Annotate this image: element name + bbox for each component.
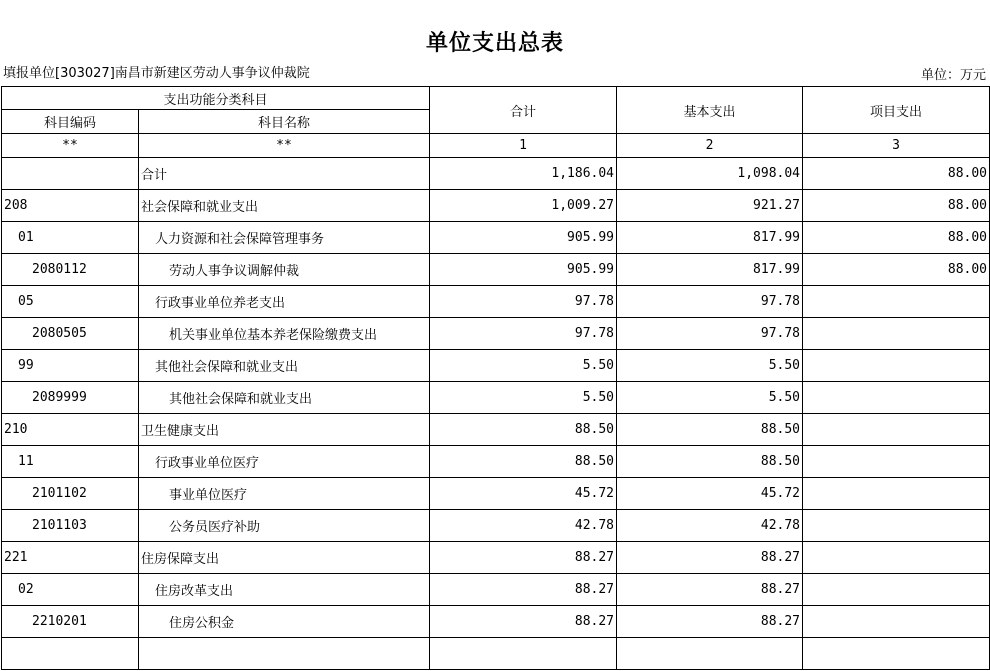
cell-total: 88.27 — [430, 574, 617, 606]
header-name: 科目名称 — [139, 110, 430, 134]
cell-code: 99 — [2, 350, 139, 382]
cell-code: 2210201 — [2, 606, 139, 638]
cell-project — [803, 638, 990, 670]
table-row — [2, 158, 990, 190]
cell-name: 其他社会保障和就业支出 — [139, 350, 430, 382]
table-row — [2, 190, 990, 222]
cell-project — [803, 510, 990, 542]
cell-basic: 42.78 — [617, 510, 803, 542]
table-row — [2, 638, 990, 670]
cell-project — [803, 414, 990, 446]
header-project-index: 3 — [803, 134, 990, 158]
cell-total: 97.78 — [430, 286, 617, 318]
header-basic: 基本支出 — [617, 87, 803, 134]
header-name-index: ** — [139, 134, 430, 158]
cell-total: 5.50 — [430, 350, 617, 382]
table-row — [2, 414, 990, 446]
cell-basic: 45.72 — [617, 478, 803, 510]
cell-basic: 817.99 — [617, 222, 803, 254]
header-row-group — [2, 87, 990, 110]
cell-name: 卫生健康支出 — [139, 414, 430, 446]
cell-project — [803, 542, 990, 574]
cell-project: 88.00 — [803, 190, 990, 222]
header-code-index: ** — [2, 134, 139, 158]
cell-name: 劳动人事争议调解仲裁 — [139, 254, 430, 286]
cell-total: 97.78 — [430, 318, 617, 350]
table-row — [2, 478, 990, 510]
cell-code: 208 — [2, 190, 139, 222]
table-row — [2, 382, 990, 414]
cell-total: 45.72 — [430, 478, 617, 510]
cell-basic — [617, 638, 803, 670]
cell-name: 住房保障支出 — [139, 542, 430, 574]
table-row — [2, 574, 990, 606]
cell-code: 210 — [2, 414, 139, 446]
cell-name — [139, 638, 430, 670]
cell-basic: 88.27 — [617, 606, 803, 638]
cell-code: 01 — [2, 222, 139, 254]
table-row — [2, 254, 990, 286]
table-row — [2, 222, 990, 254]
expenditure-table — [1, 86, 990, 670]
cell-total: 88.27 — [430, 542, 617, 574]
cell-code: 2080505 — [2, 318, 139, 350]
cell-basic: 5.50 — [617, 350, 803, 382]
cell-project: 88.00 — [803, 158, 990, 190]
table-row — [2, 510, 990, 542]
cell-project — [803, 350, 990, 382]
reporting-unit: 填报单位[303027]南昌市新建区劳动人事争议仲裁院 — [3, 66, 310, 81]
cell-total: 88.50 — [430, 446, 617, 478]
table-row — [2, 350, 990, 382]
cell-basic: 97.78 — [617, 318, 803, 350]
cell-basic: 88.27 — [617, 542, 803, 574]
header-project: 项目支出 — [803, 87, 990, 134]
cell-name: 机关事业单位基本养老保险缴费支出 — [139, 318, 430, 350]
cell-total: 88.50 — [430, 414, 617, 446]
cell-name: 人力资源和社会保障管理事务 — [139, 222, 430, 254]
header-code: 科目编码 — [2, 110, 139, 134]
cell-basic: 1,098.04 — [617, 158, 803, 190]
header-row-index — [2, 134, 990, 158]
cell-code: 221 — [2, 542, 139, 574]
page-title: 单位支出总表 — [425, 30, 564, 56]
header-total-index: 1 — [430, 134, 617, 158]
cell-name: 住房公积金 — [139, 606, 430, 638]
cell-name: 行政事业单位医疗 — [139, 446, 430, 478]
cell-project — [803, 318, 990, 350]
header-basic-index: 2 — [617, 134, 803, 158]
cell-code: 02 — [2, 574, 139, 606]
cell-name: 住房改革支出 — [139, 574, 430, 606]
cell-name: 社会保障和就业支出 — [139, 190, 430, 222]
cell-total — [430, 638, 617, 670]
cell-project: 88.00 — [803, 222, 990, 254]
cell-project — [803, 478, 990, 510]
cell-project — [803, 606, 990, 638]
table-row — [2, 606, 990, 638]
cell-name: 合计 — [139, 158, 430, 190]
header-function-classification: 支出功能分类科目 — [2, 87, 430, 110]
cell-total: 88.27 — [430, 606, 617, 638]
cell-project — [803, 382, 990, 414]
cell-code — [2, 638, 139, 670]
cell-code: 05 — [2, 286, 139, 318]
unit-label: 单位：万元 — [920, 68, 986, 83]
header-total: 合计 — [430, 87, 617, 134]
cell-basic: 817.99 — [617, 254, 803, 286]
table-body — [2, 87, 990, 670]
cell-total: 905.99 — [430, 254, 617, 286]
table-row — [2, 542, 990, 574]
cell-total: 5.50 — [430, 382, 617, 414]
cell-name: 其他社会保障和就业支出 — [139, 382, 430, 414]
cell-name: 行政事业单位养老支出 — [139, 286, 430, 318]
cell-code: 2089999 — [2, 382, 139, 414]
table-row — [2, 286, 990, 318]
cell-code: 2101102 — [2, 478, 139, 510]
cell-code — [2, 158, 139, 190]
cell-basic: 97.78 — [617, 286, 803, 318]
cell-code: 2080112 — [2, 254, 139, 286]
cell-project — [803, 574, 990, 606]
cell-project — [803, 286, 990, 318]
table-row — [2, 446, 990, 478]
cell-basic: 921.27 — [617, 190, 803, 222]
cell-basic: 5.50 — [617, 382, 803, 414]
cell-total: 1,186.04 — [430, 158, 617, 190]
cell-code: 11 — [2, 446, 139, 478]
cell-code: 2101103 — [2, 510, 139, 542]
cell-name: 事业单位医疗 — [139, 478, 430, 510]
table-row — [2, 318, 990, 350]
cell-basic: 88.50 — [617, 414, 803, 446]
cell-project: 88.00 — [803, 254, 990, 286]
cell-name: 公务员医疗补助 — [139, 510, 430, 542]
cell-total: 1,009.27 — [430, 190, 617, 222]
cell-total: 42.78 — [430, 510, 617, 542]
cell-total: 905.99 — [430, 222, 617, 254]
cell-basic: 88.27 — [617, 574, 803, 606]
cell-basic: 88.50 — [617, 446, 803, 478]
cell-project — [803, 446, 990, 478]
